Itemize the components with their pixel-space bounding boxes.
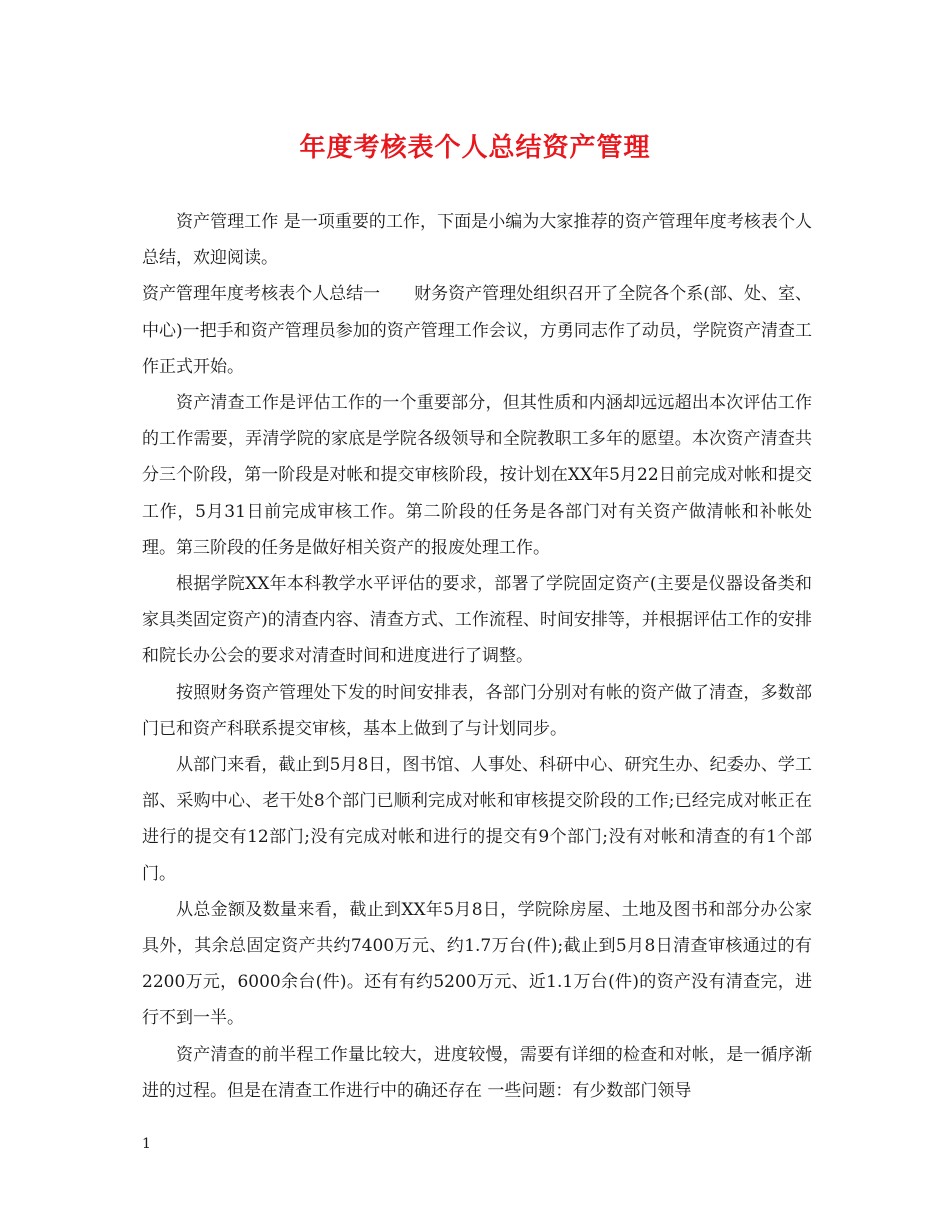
paragraph-evaluation-requirements: 根据学院XX年本科教学水平评估的要求，部署了学院固定资产(主要是仪器设备类和家具类固定资产)的清查内容、清查方式、工作流程、时间安排等，并根据评估工作的安排和院长办公会的要求对清查时间和进度进行了调整。 [142,574,812,667]
document-body [142,204,812,1109]
paragraph-intro: 资产管理工作 是一项重要的工作，下面是小编为大家推荐的资产管理年度考核表个人总结，欢迎阅读。 [142,212,812,269]
page-number: 1 [142,1136,151,1152]
paragraph-summary-one: 资产管理年度考核表个人总结一 财务资产管理处组织召开了全院各个系(部、处、室、中心)一把手和资产管理员参加的资产管理工作会议，方勇同志作了动员，学院资产清查工作正式开始。 [142,284,812,377]
document-title: 年度考核表个人总结资产管理 [299,133,651,163]
paragraph-inventory-stages: 资产清查工作是评估工作的一个重要部分，但其性质和内涵却远远超出本次评估工作的工作需要，弄清学院的家底是学院各级领导和全院教职工多年的愿望。本次资产清查共分三个阶段，第一阶段是对帐和提交审核阶段，按计划在XX年5月22日前完成对帐和提交工作，5月31日前完成审核工作。第二阶段的任务是各部门对有关资产做清帐和补帐处理。第三阶段的任务是做好相关资产的报废处理工作。 [142,393,812,558]
paragraph-schedule: 按照财务资产管理处下发的时间安排表，各部门分别对有帐的资产做了清查，多数部门已和资产科联系提交审核，基本上做到了与计划同步。 [142,682,812,739]
paragraph-department-progress: 从部门来看，截止到5月8日，图书馆、人事处、科研中心、研究生办、纪委办、学工部、采购中心、老干处8个部门已顺利完成对帐和审核提交阶段的工作;已经完成对帐正在进行的提交有12部门;没有完成对帐和进行的提交有9个部门;没有对帐和清查的有1个部门。 [142,755,812,884]
paragraph-amount-quantity: 从总金额及数量来看，截止到XX年5月8日，学院除房屋、土地及图书和部分办公家具外，其余总固定资产共约7400万元、约1.7万台(件);截止到5月8日清查审核通过的有2200万元，6000余台(件)。还有有约5200万元、近1.1万台(件)的资产没有清查完，进行不到一半。 [142,899,813,1029]
paragraph-problems: 资产清查的前半程工作量比较大，进度较慢，需要有详细的检查和对帐，是一循序渐进的过程。但是在清查工作进行中的确还存在 一些问题：有少数部门领导 [142,1044,812,1101]
